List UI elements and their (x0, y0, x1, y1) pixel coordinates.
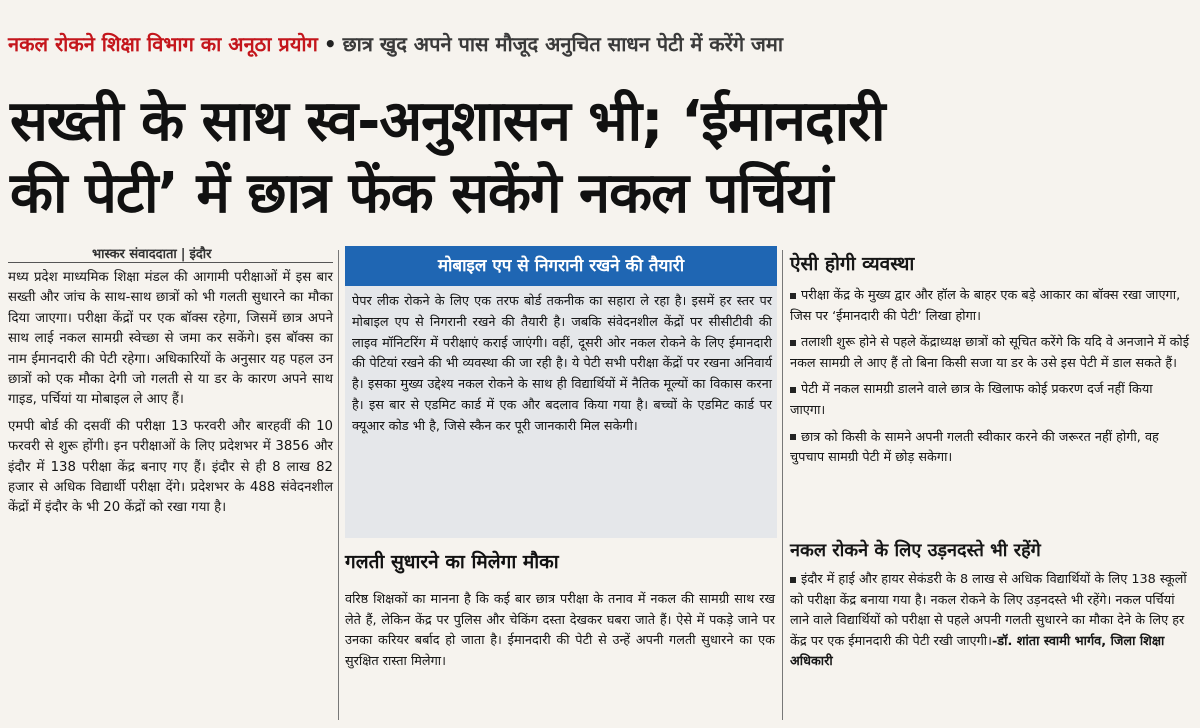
headline-line-2: की पेटी’ में छात्र फेंक सकेंगे नकल पर्चियां (10, 161, 833, 226)
bullet-square-icon (790, 293, 796, 299)
bullet-square-icon (790, 577, 796, 583)
byline-separator: | (180, 247, 186, 262)
flying-squads-text: इंदौर में हाई और हायर सेकंडरी के 8 लाख से अधिक विद्यार्थियों के लिए 138 स्कूलों को परीक्षा केंद्र बनाया गया है। नकल रोकने के लिए उड़नदस्ते भी रहेंगे। नकल पर्चियां लाने वाले विद्यार्थियों को परीक्षा से पहले अपनी गलती सुधारने का मौका देने के लिए हर केंद्र पर एक ईमानदारी की पेटी रखी जाएगी। (790, 572, 1187, 649)
byline (92, 244, 211, 262)
kicker-line (8, 30, 1198, 66)
section-body-chance: वरिष्ठ शिक्षकों का मानना है कि कई बार छात्र परीक्षा के तनाव में नकल की सामग्री साथ रख लेते हैं, लेकिन केंद्र पर पुलिस और चेकिंग दस्ता देखकर घबरा जाते हैं। ऐसे में पकड़े जाने पर उनका करियर बर्बाद हो जाता है। ईमानदारी की पेटी से उन्हें अपनी गलती सुधारने का एक सुरक्षित रास्ता मिलेगा। (345, 592, 775, 669)
column-divider (782, 250, 783, 720)
mobile-app-box-title: मोबाइल एप से निगरानी रखने की तैयारी (345, 246, 777, 286)
section-heading-chance: गलती सुधारने का मिलेगा मौका (345, 551, 559, 573)
arrangement-list (790, 286, 1190, 475)
kicker-subtitle: छात्र खुद अपने पास मौजूद अनुचित साधन पेटी में करेंगे जमा (342, 32, 784, 56)
bullet-square-icon (790, 387, 796, 393)
list-item: पेटी में नकल सामग्री डालने वाले छात्र के खिलाफ कोई प्रकरण दर्ज नहीं किया जाएगा। (790, 382, 1153, 418)
headline (10, 86, 1190, 230)
headline-line-1: सख्ती के साथ स्व-अनुशासन भी; ‘ईमानदारी (10, 89, 885, 154)
column-1-paragraph: एमपी बोर्ड की दसवीं की परीक्षा 13 फरवरी और बारहवीं की 10 फरवरी से शुरू होंगी। इन परीक्षाओं के लिए प्रदेशभर में 3856 और इंदौर में 138 परीक्षा केंद्र बनाए गए हैं। इंदौर से ही 8 लाख 82 हजार से अधिक विद्यार्थी परीक्षा देंगे। प्रदेशभर के 488 संवेदनशील केंद्रों में इंदौर के भी 20 केंद्रों को रखा गया है। (8, 418, 333, 516)
bullet-square-icon (790, 340, 796, 346)
kicker-bullet: • (323, 32, 337, 56)
column-1 (8, 268, 333, 525)
column-rule (8, 262, 333, 263)
section-heading-flying-squads: नकल रोकने के लिए उड़नदस्ते भी रहेंगे (790, 540, 1041, 561)
attribution: -डॉ. शांता स्वामी भार्गव, जिला शिक्षा अधिकारी (790, 633, 1165, 670)
bullet-square-icon (790, 434, 796, 440)
kicker-red: नकल रोकने शिक्षा विभाग का अनूठा प्रयोग (8, 32, 318, 56)
byline-reporter: भास्कर संवाददाता (92, 247, 177, 262)
mobile-app-box-body: पेपर लीक रोकने के लिए एक तरफ बोर्ड तकनीक का सहारा ले रहा है। इसमें हर स्तर पर मोबाइल एप से निगरानी रखने की तैयारी है। जबकि संवेदनशील केंद्रों पर सीसीटीवी की लाइव मॉनिटरिंग में परीक्षाएं कराई जाएंगी। वहीं, दूसरी ओर नकल रोकने के लिए ईमानदारी की पेटियां रखने की भी व्यवस्था की जा रही है। ये पेटी सभी परीक्षा केंद्रों पर रखना अनिवार्य है। इसका मुख्य उद्देश्य नकल रोकने के साथ ही विद्यार्थियों में नैतिक मूल्यों का विकास करना है। इस बार से एडमिट कार्ड में एक और बदलाव किया गया है। बच्चों के एडमिट कार्ड पर क्यूआर कोड भी है, जिसे स्कैन कर पूरी जानकारी मिल सकेगी। (352, 294, 772, 434)
flying-squads-body (790, 570, 1195, 673)
list-item: तलाशी शुरू होने से पहले केंद्राध्यक्ष छात्रों को सूचित करेंगे कि यदि वे अनजाने में कोई नकल सामग्री ले आए हैं तो बिना किसी सजा या डर के उसे इस पेटी में डाल सकते हैं। (790, 335, 1190, 371)
byline-city: इंदौर (189, 247, 212, 262)
list-item: छात्र को किसी के सामने अपनी गलती स्वीकार करने की जरूरत नहीं होगी, वह चुपचाप सामग्री पेटी में छोड़ सकेगा। (790, 429, 1159, 466)
column-1-paragraph: मध्य प्रदेश माध्यमिक शिक्षा मंडल की आगामी परीक्षाओं में इस बार सख्ती और जांच के साथ-साथ छात्रों को भी गलती सुधारने का मौका दिया जाएगा। परीक्षा केंद्रों पर एक बॉक्स रहेगा, जिसमें छात्र अपने साथ लाई नकल सामग्री स्वेच्छा से जमा कर सकेंगे। इस बॉक्स का नाम ईमानदारी की पेटी रहेगा। अधिकारियों के अनुसार यह पहल उन छात्रों को एक मौका देगी जो गलती से या डर के कारण अपने साथ गाइड, पर्चियां या मोबाइल ले आए हैं। (8, 270, 333, 408)
list-item: परीक्षा केंद्र के मुख्य द्वार और हॉल के बाहर एक बड़े आकार का बॉक्स रखा जाएगा, जिस पर ‘ईमानदारी की पेटी’ लिखा होगा। (790, 288, 1181, 324)
section-heading-arrangement: ऐसी होगी व्यवस्था (790, 253, 915, 275)
column-divider (338, 250, 339, 720)
